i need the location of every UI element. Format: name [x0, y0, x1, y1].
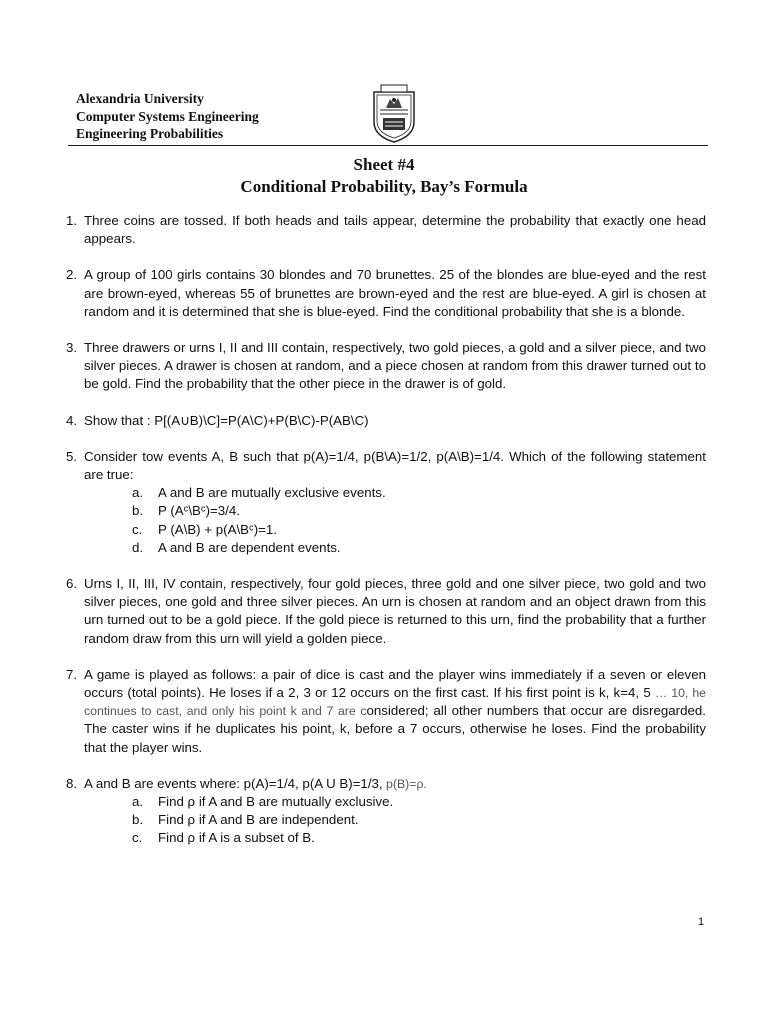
- question-text: A game is played as follows: a pair of dice is cast and the player wins immediately if a seven or eleven occurs (total points). He loses if a 2, 3 or 12 occurs on the first cast. If his first point is k, k=4, 5: [84, 666, 706, 701]
- sub-item-letter: c.: [132, 830, 143, 846]
- sub-item-c: [132, 829, 706, 847]
- sub-item-a: [132, 484, 706, 502]
- question-2: [66, 266, 706, 321]
- question-5: [66, 448, 706, 557]
- question-text: Consider tow events A, B such that p(A)=1/4, p(B\A)=1/2, p(A\B)=1/4. Which of the following statement are true:: [84, 448, 706, 483]
- question-body: [84, 775, 706, 848]
- sheet-subtitle: Conditional Probability, Bay’s Formula: [240, 177, 528, 196]
- question-number: 2.: [66, 267, 78, 283]
- sub-item-a: [132, 793, 706, 811]
- question-text: A group of 100 girls contains 30 blondes and 70 brunettes. 25 of the blondes are blue-eyed and the rest are brown-eyed, whereas 55 of brunettes are brown-eyed and the rest are blue-eyed. A girl is chosen at random and it is determined that she is blue-eyed. Find the conditional probability that she is a blonde.: [84, 267, 706, 319]
- question-number: 4.: [66, 412, 78, 428]
- question-text: Three drawers or urns I, II and III contain, respectively, two gold pieces, a gold and a silver piece, and two silver pieces. A drawer is chosen at random, and a piece chosen at random from this drawer turned out to be gold. Find the probability that the other piece in the drawer is of gold.: [84, 340, 706, 392]
- question-1: [66, 212, 706, 248]
- sub-item-letter: b.: [132, 503, 144, 519]
- question-text: Three coins are tossed. If both heads and tails appear, determine the probability that exactly one head appears.: [84, 213, 706, 247]
- question-number: 1.: [66, 213, 78, 228]
- question-body: [84, 448, 706, 557]
- question-3: [66, 339, 706, 394]
- course-name: Engineering Probabilities: [76, 126, 224, 141]
- question-text-light: … 10, he continues to cast, and only his point k and 7 are c: [84, 686, 707, 719]
- question-6: [66, 575, 706, 648]
- sub-item-b: [132, 502, 706, 520]
- sub-item-text: Find ρ if A and B are independent.: [158, 812, 359, 828]
- question-text-light: p(B)=ρ.: [382, 776, 427, 791]
- page-number: 1: [698, 916, 705, 928]
- sub-item-text: A and B are dependent events.: [158, 539, 341, 555]
- question-number: 7.: [66, 666, 78, 682]
- question-number: 8.: [66, 775, 78, 791]
- question-number: 3.: [66, 340, 78, 356]
- sub-item-letter: c.: [132, 521, 143, 537]
- sub-item-d: [132, 539, 706, 557]
- sub-item-letter: a.: [132, 485, 144, 501]
- sub-item-text: A and B are mutually exclusive events.: [158, 485, 386, 501]
- question-number: 6.: [66, 576, 78, 592]
- sub-item-text: Find ρ if A is a subset of B.: [158, 830, 315, 846]
- questions-list: [66, 212, 706, 866]
- sub-item-c: [132, 521, 706, 539]
- question-text: Urns I, II, III, IV contain, respectively, four gold pieces, three gold and one silver piece, two gold and two silver pieces, one gold and three silver pieces. An urn is chosen at random and an object drawn from this urn turned out to be a gold piece. If the gold piece is returned to this urn, find the probability that a further random draw from this urn will yield a golden piece.: [84, 576, 706, 646]
- sub-item-text: P (A\B) + p(A\Bᶜ)=1.: [158, 521, 278, 537]
- sub-item-b: [132, 811, 706, 829]
- university-crest-logo: [370, 82, 418, 144]
- sub-item-letter: a.: [132, 794, 144, 810]
- sub-item-text: P (Aᶜ\Bᶜ)=3/4.: [158, 503, 240, 519]
- sub-item-text: Find ρ if A and B are mutually exclusive.: [158, 794, 394, 810]
- question-text: Show that : P[(A∪B)\C]=P(A\C)+P(B\C)-P(AB\C): [84, 412, 369, 428]
- question-body: [84, 666, 706, 757]
- university-name: Alexandria University: [76, 91, 204, 106]
- question-4: [66, 412, 706, 430]
- header-divider: [68, 145, 708, 146]
- department-name: Computer Systems Engineering: [76, 108, 259, 124]
- header-block: [76, 90, 259, 143]
- question-number: 5.: [66, 448, 78, 464]
- question-text: A and B are events where: p(A)=1/4, p(A U B)=1/3,: [84, 775, 383, 791]
- question-7: [66, 666, 706, 757]
- sheet-title: Sheet #4: [353, 155, 415, 174]
- question-8: [66, 775, 706, 848]
- sub-item-letter: b.: [132, 812, 144, 828]
- sub-item-letter: d.: [132, 539, 144, 555]
- question-text-continued: onsidered; all other numbers that occur are disregarded. The caster wins if he duplicates his point, k, before a 7 occurs, otherwise he loses. Find the probability that the player wins.: [84, 703, 706, 755]
